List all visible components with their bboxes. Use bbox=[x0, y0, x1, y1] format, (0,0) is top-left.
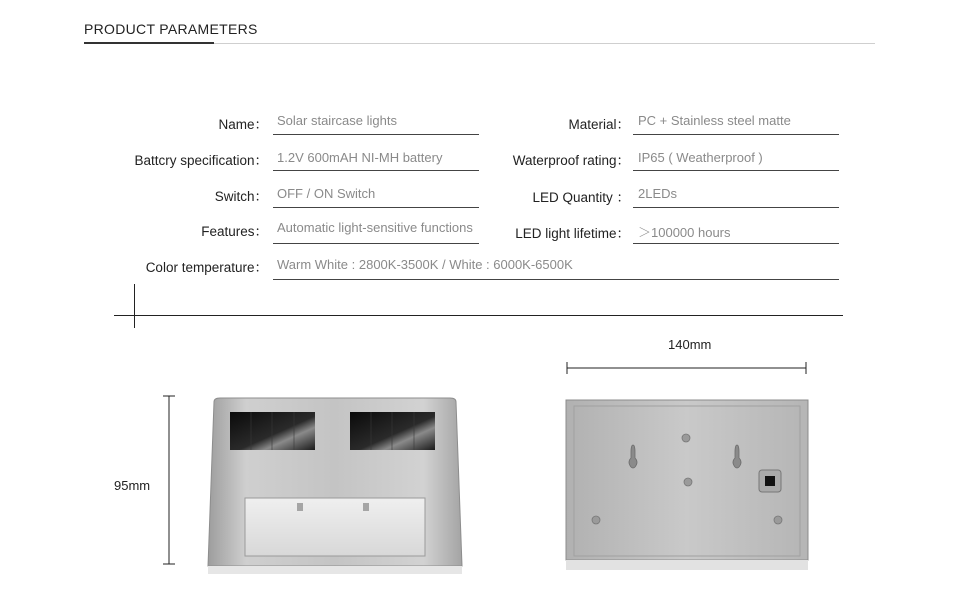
name-label: Name： bbox=[218, 117, 268, 132]
divider-vertical-mark bbox=[134, 284, 135, 328]
name-underline bbox=[273, 134, 479, 135]
led-lifetime-label: LED light lifetime： bbox=[515, 226, 630, 241]
width-dimension-label: 140mm bbox=[668, 337, 712, 352]
waterproof-underline bbox=[633, 170, 839, 171]
material-label: Material： bbox=[568, 117, 630, 132]
switch-value: OFF / ON Switch bbox=[277, 186, 376, 201]
color-temperature-value: Warm White : 2800K-3500K / White : 6000K-6500K bbox=[277, 257, 573, 272]
color-temperature-underline bbox=[273, 279, 839, 280]
height-dimension-line bbox=[160, 394, 180, 566]
led-lifetime-value: ＞100000 hours bbox=[638, 225, 731, 240]
title-divider-accent bbox=[84, 42, 214, 44]
waterproof-label: Waterproof rating： bbox=[512, 153, 630, 168]
switch-label: Switch： bbox=[214, 189, 268, 204]
material-value: PC + Stainless steel matte bbox=[638, 113, 791, 128]
section-divider bbox=[114, 315, 843, 316]
features-value: Automatic light-sensitive functions bbox=[277, 220, 473, 235]
led-quantity-label: LED Quantity ： bbox=[532, 190, 630, 205]
led-quantity-underline bbox=[633, 207, 839, 208]
width-dimension-line bbox=[566, 361, 808, 375]
product-back-image bbox=[562, 396, 812, 578]
color-temperature-label: Color temperature： bbox=[145, 260, 268, 275]
height-dimension-label: 95mm bbox=[114, 478, 151, 493]
switch-underline bbox=[273, 207, 479, 208]
name-value: Solar staircase lights bbox=[277, 113, 397, 128]
battery-label: Battcry specification： bbox=[134, 153, 268, 168]
material-underline bbox=[633, 134, 839, 135]
battery-underline bbox=[273, 170, 479, 171]
battery-value: 1.2V 600mAH NI-MH battery bbox=[277, 150, 443, 165]
section-title: PRODUCT PARAMETERS bbox=[84, 21, 258, 37]
features-label: Features： bbox=[201, 224, 268, 239]
led-quantity-value: 2LEDs bbox=[638, 186, 678, 201]
features-underline bbox=[273, 243, 479, 244]
waterproof-value: IP65 ( Weatherproof ) bbox=[638, 150, 763, 165]
product-front-image bbox=[200, 396, 470, 582]
led-lifetime-underline bbox=[633, 243, 839, 244]
